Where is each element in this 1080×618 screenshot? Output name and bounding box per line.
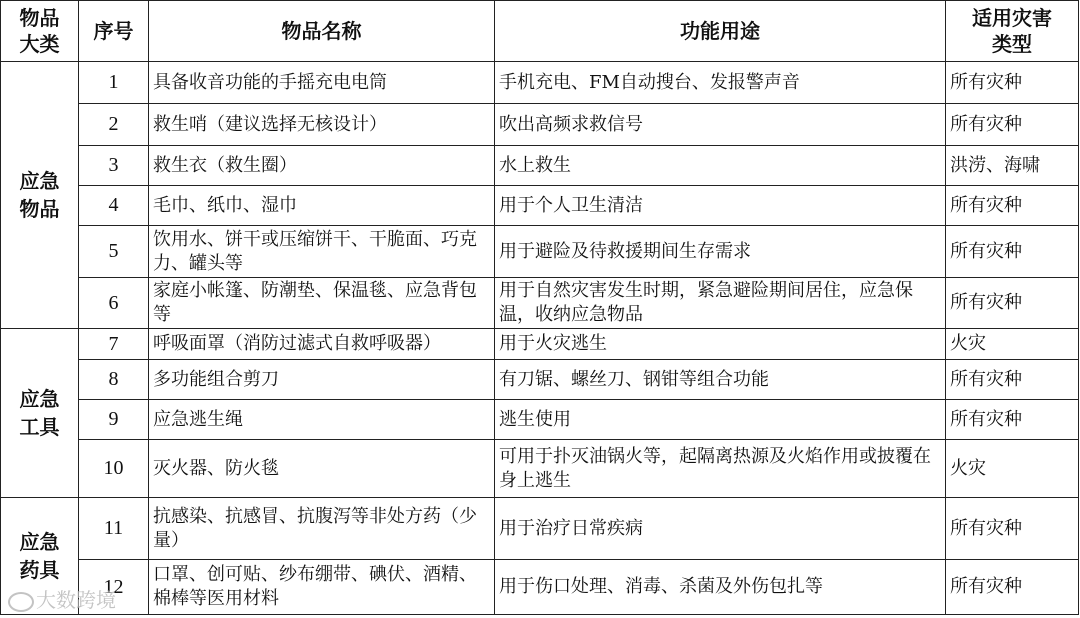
header-name: 物品名称	[149, 1, 495, 62]
row-function: 用于伤口处理、消毒、杀菌及外伤包扎等	[495, 560, 946, 615]
row-function: 手机充电、FM自动搜台、发报警声音	[495, 62, 946, 104]
row-disaster: 所有灾种	[946, 104, 1079, 146]
table-row	[1, 360, 1079, 400]
row-function: 有刀锯、螺丝刀、钢钳等组合功能	[495, 360, 946, 400]
row-disaster: 所有灾种	[946, 186, 1079, 226]
row-index: 1	[79, 62, 149, 104]
row-name: 救生衣（救生圈）	[149, 146, 495, 186]
row-name: 具备收音功能的手摇充电电筒	[149, 62, 495, 104]
table-row	[1, 146, 1079, 186]
row-name: 救生哨（建议选择无核设计）	[149, 104, 495, 146]
table-row	[1, 498, 1079, 560]
category-cell: 应急 药具	[1, 498, 79, 615]
table-row	[1, 278, 1079, 329]
row-function: 用于自然灾害发生时期，紧急避险期间居住，应急保温，收纳应急物品	[495, 278, 946, 329]
row-disaster: 所有灾种	[946, 226, 1079, 278]
row-name: 多功能组合剪刀	[149, 360, 495, 400]
row-name: 饮用水、饼干或压缩饼干、干脆面、巧克力、罐头等	[149, 226, 495, 278]
row-disaster: 所有灾种	[946, 400, 1079, 440]
row-index: 3	[79, 146, 149, 186]
row-index: 6	[79, 278, 149, 329]
row-function: 吹出高频求救信号	[495, 104, 946, 146]
row-disaster: 火灾	[946, 329, 1079, 360]
table-row	[1, 104, 1079, 146]
row-index: 9	[79, 400, 149, 440]
category-cell: 应急 物品	[1, 62, 79, 329]
header-disaster: 适用灾害 类型	[946, 1, 1079, 62]
row-index: 8	[79, 360, 149, 400]
row-function: 逃生使用	[495, 400, 946, 440]
row-function: 可用于扑灭油锅火等，起隔离热源及火焰作用或披覆在身上逃生	[495, 440, 946, 498]
header-category: 物品 大类	[1, 1, 79, 62]
row-function: 用于个人卫生清洁	[495, 186, 946, 226]
row-disaster: 火灾	[946, 440, 1079, 498]
row-index: 10	[79, 440, 149, 498]
row-index: 5	[79, 226, 149, 278]
row-disaster: 所有灾种	[946, 498, 1079, 560]
table-row	[1, 400, 1079, 440]
row-name: 应急逃生绳	[149, 400, 495, 440]
row-index: 12	[79, 560, 149, 615]
table-row	[1, 329, 1079, 360]
header-row	[1, 1, 1079, 62]
row-name: 毛巾、纸巾、湿巾	[149, 186, 495, 226]
header-function: 功能用途	[495, 1, 946, 62]
row-function: 用于治疗日常疾病	[495, 498, 946, 560]
row-name: 灭火器、防火毯	[149, 440, 495, 498]
row-disaster: 所有灾种	[946, 360, 1079, 400]
row-disaster: 洪涝、海啸	[946, 146, 1079, 186]
row-index: 7	[79, 329, 149, 360]
table-row	[1, 226, 1079, 278]
row-disaster: 所有灾种	[946, 62, 1079, 104]
row-name: 抗感染、抗感冒、抗腹泻等非处方药（少量）	[149, 498, 495, 560]
table-row	[1, 186, 1079, 226]
header-index: 序号	[79, 1, 149, 62]
row-index: 2	[79, 104, 149, 146]
row-function: 用于避险及待救援期间生存需求	[495, 226, 946, 278]
table-row	[1, 62, 1079, 104]
row-function: 水上救生	[495, 146, 946, 186]
row-name: 口罩、创可贴、纱布绷带、碘伏、酒精、棉棒等医用材料	[149, 560, 495, 615]
watermark-text: 大数跨境	[36, 588, 116, 612]
row-name: 家庭小帐篷、防潮垫、保温毯、应急背包等	[149, 278, 495, 329]
row-index: 4	[79, 186, 149, 226]
category-cell: 应急 工具	[1, 329, 79, 498]
row-disaster: 所有灾种	[946, 278, 1079, 329]
row-disaster: 所有灾种	[946, 560, 1079, 615]
row-function: 用于火灾逃生	[495, 329, 946, 360]
row-name: 呼吸面罩（消防过滤式自救呼吸器）	[149, 329, 495, 360]
table-row	[1, 560, 1079, 615]
row-index: 11	[79, 498, 149, 560]
table-row	[1, 440, 1079, 498]
